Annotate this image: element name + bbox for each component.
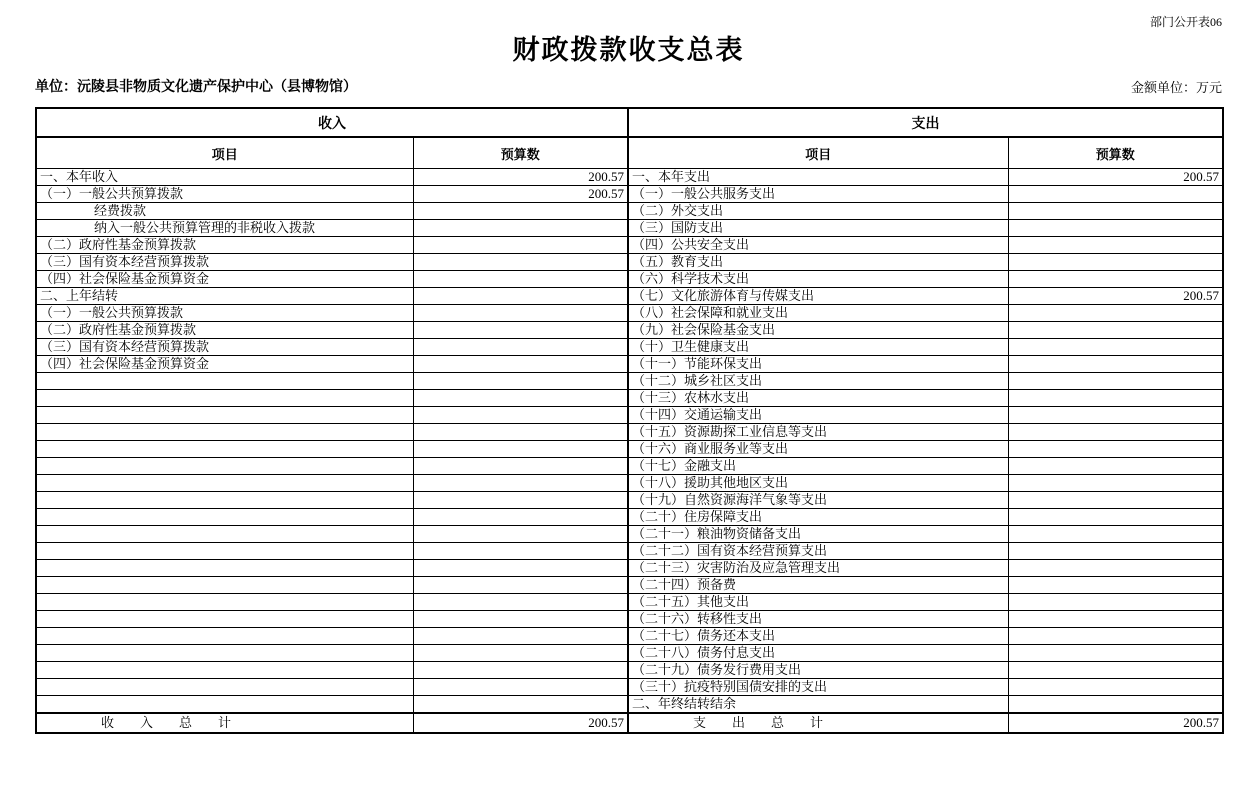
income-item-cell bbox=[36, 492, 413, 509]
income-item-cell bbox=[36, 628, 413, 645]
income-item-cell bbox=[36, 662, 413, 679]
income-budget-cell bbox=[413, 424, 628, 441]
income-item-cell bbox=[36, 390, 413, 407]
corner-label: 部门公开表06 bbox=[1149, 15, 1222, 29]
table-row bbox=[36, 220, 1223, 237]
expense-budget-cell bbox=[1008, 322, 1223, 339]
income-budget-cell bbox=[413, 594, 628, 611]
income-item-cell: （一）一般公共预算拨款 bbox=[36, 305, 413, 322]
income-item-cell bbox=[36, 611, 413, 628]
income-budget-cell bbox=[413, 305, 628, 322]
expense-item-cell: （十五）资源勘探工业信息等支出 bbox=[628, 424, 1008, 441]
expense-budget-cell bbox=[1008, 560, 1223, 577]
income-total-label: 收 入 总 计 bbox=[36, 713, 413, 733]
expense-budget-cell bbox=[1008, 662, 1223, 679]
table-row bbox=[36, 526, 1223, 543]
expense-item-cell: （三十）抗疫特别国债安排的支出 bbox=[628, 679, 1008, 696]
expense-item-cell: （四）公共安全支出 bbox=[628, 237, 1008, 254]
expense-budget-cell: 200.57 bbox=[1008, 288, 1223, 305]
expense-budget-cell bbox=[1008, 220, 1223, 237]
income-item-cell bbox=[36, 526, 413, 543]
expense-item-cell: （三）国防支出 bbox=[628, 220, 1008, 237]
income-budget-cell bbox=[413, 339, 628, 356]
income-item-cell: （三）国有资本经营预算拨款 bbox=[36, 339, 413, 356]
expense-item-cell: （二十一）粮油物资储备支出 bbox=[628, 526, 1008, 543]
income-item-cell bbox=[36, 407, 413, 424]
expense-budget-cell: 200.57 bbox=[1008, 169, 1223, 186]
income-budget-cell bbox=[413, 475, 628, 492]
expense-item-cell: （九）社会保险基金支出 bbox=[628, 322, 1008, 339]
expense-item-cell: （六）科学技术支出 bbox=[628, 271, 1008, 288]
income-item-cell bbox=[36, 560, 413, 577]
table-row bbox=[36, 679, 1223, 696]
expense-budget-cell bbox=[1008, 356, 1223, 373]
expense-item-cell: （二十五）其他支出 bbox=[628, 594, 1008, 611]
table-row bbox=[36, 203, 1223, 220]
expense-item-cell: （八）社会保障和就业支出 bbox=[628, 305, 1008, 322]
income-item-cell bbox=[36, 424, 413, 441]
income-item-cell: 纳入一般公共预算管理的非税收入拨款 bbox=[36, 220, 413, 237]
expense-item-cell: 一、本年支出 bbox=[628, 169, 1008, 186]
income-item-cell: （四）社会保险基金预算资金 bbox=[36, 271, 413, 288]
column-header-row bbox=[36, 137, 1223, 169]
income-budget-cell bbox=[413, 288, 628, 305]
expense-budget-cell bbox=[1008, 526, 1223, 543]
income-item-cell bbox=[36, 458, 413, 475]
income-budget-cell bbox=[413, 526, 628, 543]
expense-item-cell: （二十二）国有资本经营预算支出 bbox=[628, 543, 1008, 560]
income-item-cell bbox=[36, 577, 413, 594]
section-header-row bbox=[36, 108, 1223, 137]
expense-budget-cell bbox=[1008, 390, 1223, 407]
income-budget-cell bbox=[413, 696, 628, 714]
income-budget-column-header: 预算数 bbox=[413, 137, 628, 169]
page-title: 财政拨款收支总表 bbox=[512, 35, 745, 65]
meta-line bbox=[35, 76, 1222, 96]
table-row bbox=[36, 322, 1223, 339]
expense-budget-cell bbox=[1008, 543, 1223, 560]
unit-label: 单位：沅陵县非物质文化遗产保护中心（县博物馆） bbox=[35, 80, 357, 95]
expense-item-cell: （二十）住房保障支出 bbox=[628, 509, 1008, 526]
income-budget-cell bbox=[413, 237, 628, 254]
table-row bbox=[36, 509, 1223, 526]
income-budget-cell bbox=[413, 611, 628, 628]
income-budget-cell bbox=[413, 577, 628, 594]
income-budget-cell bbox=[413, 407, 628, 424]
expense-item-cell: （五）教育支出 bbox=[628, 254, 1008, 271]
expense-budget-cell bbox=[1008, 696, 1223, 714]
table-row bbox=[36, 254, 1223, 271]
expense-budget-cell bbox=[1008, 594, 1223, 611]
income-budget-cell bbox=[413, 373, 628, 390]
income-budget-cell bbox=[413, 509, 628, 526]
income-item-column-header: 项目 bbox=[36, 137, 413, 169]
expense-budget-cell bbox=[1008, 611, 1223, 628]
income-budget-cell bbox=[413, 254, 628, 271]
expense-budget-cell bbox=[1008, 441, 1223, 458]
expense-item-cell: （七）文化旅游体育与传媒支出 bbox=[628, 288, 1008, 305]
expense-item-cell: （十一）节能环保支出 bbox=[628, 356, 1008, 373]
income-budget-cell bbox=[413, 203, 628, 220]
expense-item-cell: （二）外交支出 bbox=[628, 203, 1008, 220]
expense-item-cell: （二十九）债务发行费用支出 bbox=[628, 662, 1008, 679]
income-item-cell: （二）政府性基金预算拨款 bbox=[36, 322, 413, 339]
table-row bbox=[36, 543, 1223, 560]
expense-item-cell: 二、年终结转结余 bbox=[628, 696, 1008, 714]
expense-budget-column-header: 预算数 bbox=[1008, 137, 1223, 169]
income-budget-cell bbox=[413, 628, 628, 645]
table-row bbox=[36, 339, 1223, 356]
income-item-cell: （四）社会保险基金预算资金 bbox=[36, 356, 413, 373]
table-row bbox=[36, 628, 1223, 645]
expense-item-cell: （十三）农林水支出 bbox=[628, 390, 1008, 407]
expense-budget-cell bbox=[1008, 628, 1223, 645]
income-item-cell: （一）一般公共预算拨款 bbox=[36, 186, 413, 203]
expense-budget-cell bbox=[1008, 339, 1223, 356]
income-budget-cell bbox=[413, 271, 628, 288]
income-item-cell bbox=[36, 679, 413, 696]
income-budget-cell bbox=[413, 441, 628, 458]
expense-total-label: 支 出 总 计 bbox=[628, 713, 1008, 733]
expense-budget-cell bbox=[1008, 458, 1223, 475]
income-budget-cell bbox=[413, 662, 628, 679]
total-row bbox=[36, 713, 1223, 733]
expense-budget-cell bbox=[1008, 305, 1223, 322]
income-budget-cell bbox=[413, 322, 628, 339]
table-row bbox=[36, 594, 1223, 611]
expense-item-cell: （二十八）债务付息支出 bbox=[628, 645, 1008, 662]
expense-budget-cell bbox=[1008, 509, 1223, 526]
income-item-cell: （三）国有资本经营预算拨款 bbox=[36, 254, 413, 271]
expense-item-cell: （二十三）灾害防治及应急管理支出 bbox=[628, 560, 1008, 577]
expense-item-cell: （二十四）预备费 bbox=[628, 577, 1008, 594]
expense-item-cell: （十九）自然资源海洋气象等支出 bbox=[628, 492, 1008, 509]
income-item-cell bbox=[36, 475, 413, 492]
expense-item-cell: （二十六）转移性支出 bbox=[628, 611, 1008, 628]
table-row bbox=[36, 305, 1223, 322]
income-item-cell bbox=[36, 373, 413, 390]
table-row bbox=[36, 424, 1223, 441]
expense-total-value: 200.57 bbox=[1008, 713, 1223, 733]
expense-item-cell: （十）卫生健康支出 bbox=[628, 339, 1008, 356]
expense-budget-cell bbox=[1008, 679, 1223, 696]
income-item-cell: 经费拨款 bbox=[36, 203, 413, 220]
income-budget-cell bbox=[413, 458, 628, 475]
table-row bbox=[36, 696, 1223, 714]
table-row bbox=[36, 441, 1223, 458]
expense-budget-cell bbox=[1008, 492, 1223, 509]
income-item-cell bbox=[36, 509, 413, 526]
expense-budget-cell bbox=[1008, 475, 1223, 492]
table-row bbox=[36, 458, 1223, 475]
expense-item-cell: （十四）交通运输支出 bbox=[628, 407, 1008, 424]
expense-budget-cell bbox=[1008, 407, 1223, 424]
expense-budget-cell bbox=[1008, 237, 1223, 254]
income-item-cell: 一、本年收入 bbox=[36, 169, 413, 186]
income-budget-cell: 200.57 bbox=[413, 169, 628, 186]
table-row bbox=[36, 492, 1223, 509]
expense-section-header: 支出 bbox=[628, 108, 1223, 137]
income-item-cell: 二、上年结转 bbox=[36, 288, 413, 305]
table-row bbox=[36, 271, 1223, 288]
expense-item-cell: （十二）城乡社区支出 bbox=[628, 373, 1008, 390]
expense-budget-cell bbox=[1008, 203, 1223, 220]
expense-budget-cell bbox=[1008, 424, 1223, 441]
table-row bbox=[36, 390, 1223, 407]
income-budget-cell: 200.57 bbox=[413, 186, 628, 203]
income-item-cell: （二）政府性基金预算拨款 bbox=[36, 237, 413, 254]
table-row bbox=[36, 475, 1223, 492]
table-row bbox=[36, 186, 1223, 203]
table-row bbox=[36, 407, 1223, 424]
table-row bbox=[36, 560, 1223, 577]
expense-item-cell: （十六）商业服务业等支出 bbox=[628, 441, 1008, 458]
table-head bbox=[36, 108, 1223, 169]
expense-item-cell: （十七）金融支出 bbox=[628, 458, 1008, 475]
expense-budget-cell bbox=[1008, 577, 1223, 594]
income-budget-cell bbox=[413, 390, 628, 407]
expense-item-column-header: 项目 bbox=[628, 137, 1008, 169]
income-budget-cell bbox=[413, 543, 628, 560]
expense-budget-cell bbox=[1008, 373, 1223, 390]
income-item-cell bbox=[36, 696, 413, 714]
income-budget-cell bbox=[413, 679, 628, 696]
income-budget-cell bbox=[413, 645, 628, 662]
expense-item-cell: （一）一般公共服务支出 bbox=[628, 186, 1008, 203]
income-budget-cell bbox=[413, 220, 628, 237]
expense-budget-cell bbox=[1008, 271, 1223, 288]
expense-budget-cell bbox=[1008, 254, 1223, 271]
table-foot bbox=[36, 713, 1223, 733]
expense-item-cell: （二十七）债务还本支出 bbox=[628, 628, 1008, 645]
budget-table bbox=[35, 107, 1224, 734]
table-row bbox=[36, 356, 1223, 373]
amount-unit-label: 金额单位：万元 bbox=[1130, 80, 1222, 95]
table-row bbox=[36, 645, 1223, 662]
table-row bbox=[36, 611, 1223, 628]
income-section-header: 收入 bbox=[36, 108, 628, 137]
table-body bbox=[36, 169, 1223, 714]
income-budget-cell bbox=[413, 492, 628, 509]
table-row bbox=[36, 662, 1223, 679]
table-row bbox=[36, 577, 1223, 594]
income-total-value: 200.57 bbox=[413, 713, 628, 733]
table-row bbox=[36, 237, 1223, 254]
expense-budget-cell bbox=[1008, 645, 1223, 662]
expense-item-cell: （十八）援助其他地区支出 bbox=[628, 475, 1008, 492]
income-item-cell bbox=[36, 441, 413, 458]
income-item-cell bbox=[36, 645, 413, 662]
income-budget-cell bbox=[413, 356, 628, 373]
table-row bbox=[36, 288, 1223, 305]
table-row bbox=[36, 373, 1223, 390]
income-budget-cell bbox=[413, 560, 628, 577]
income-item-cell bbox=[36, 594, 413, 611]
income-item-cell bbox=[36, 543, 413, 560]
expense-budget-cell bbox=[1008, 186, 1223, 203]
table-row bbox=[36, 169, 1223, 186]
